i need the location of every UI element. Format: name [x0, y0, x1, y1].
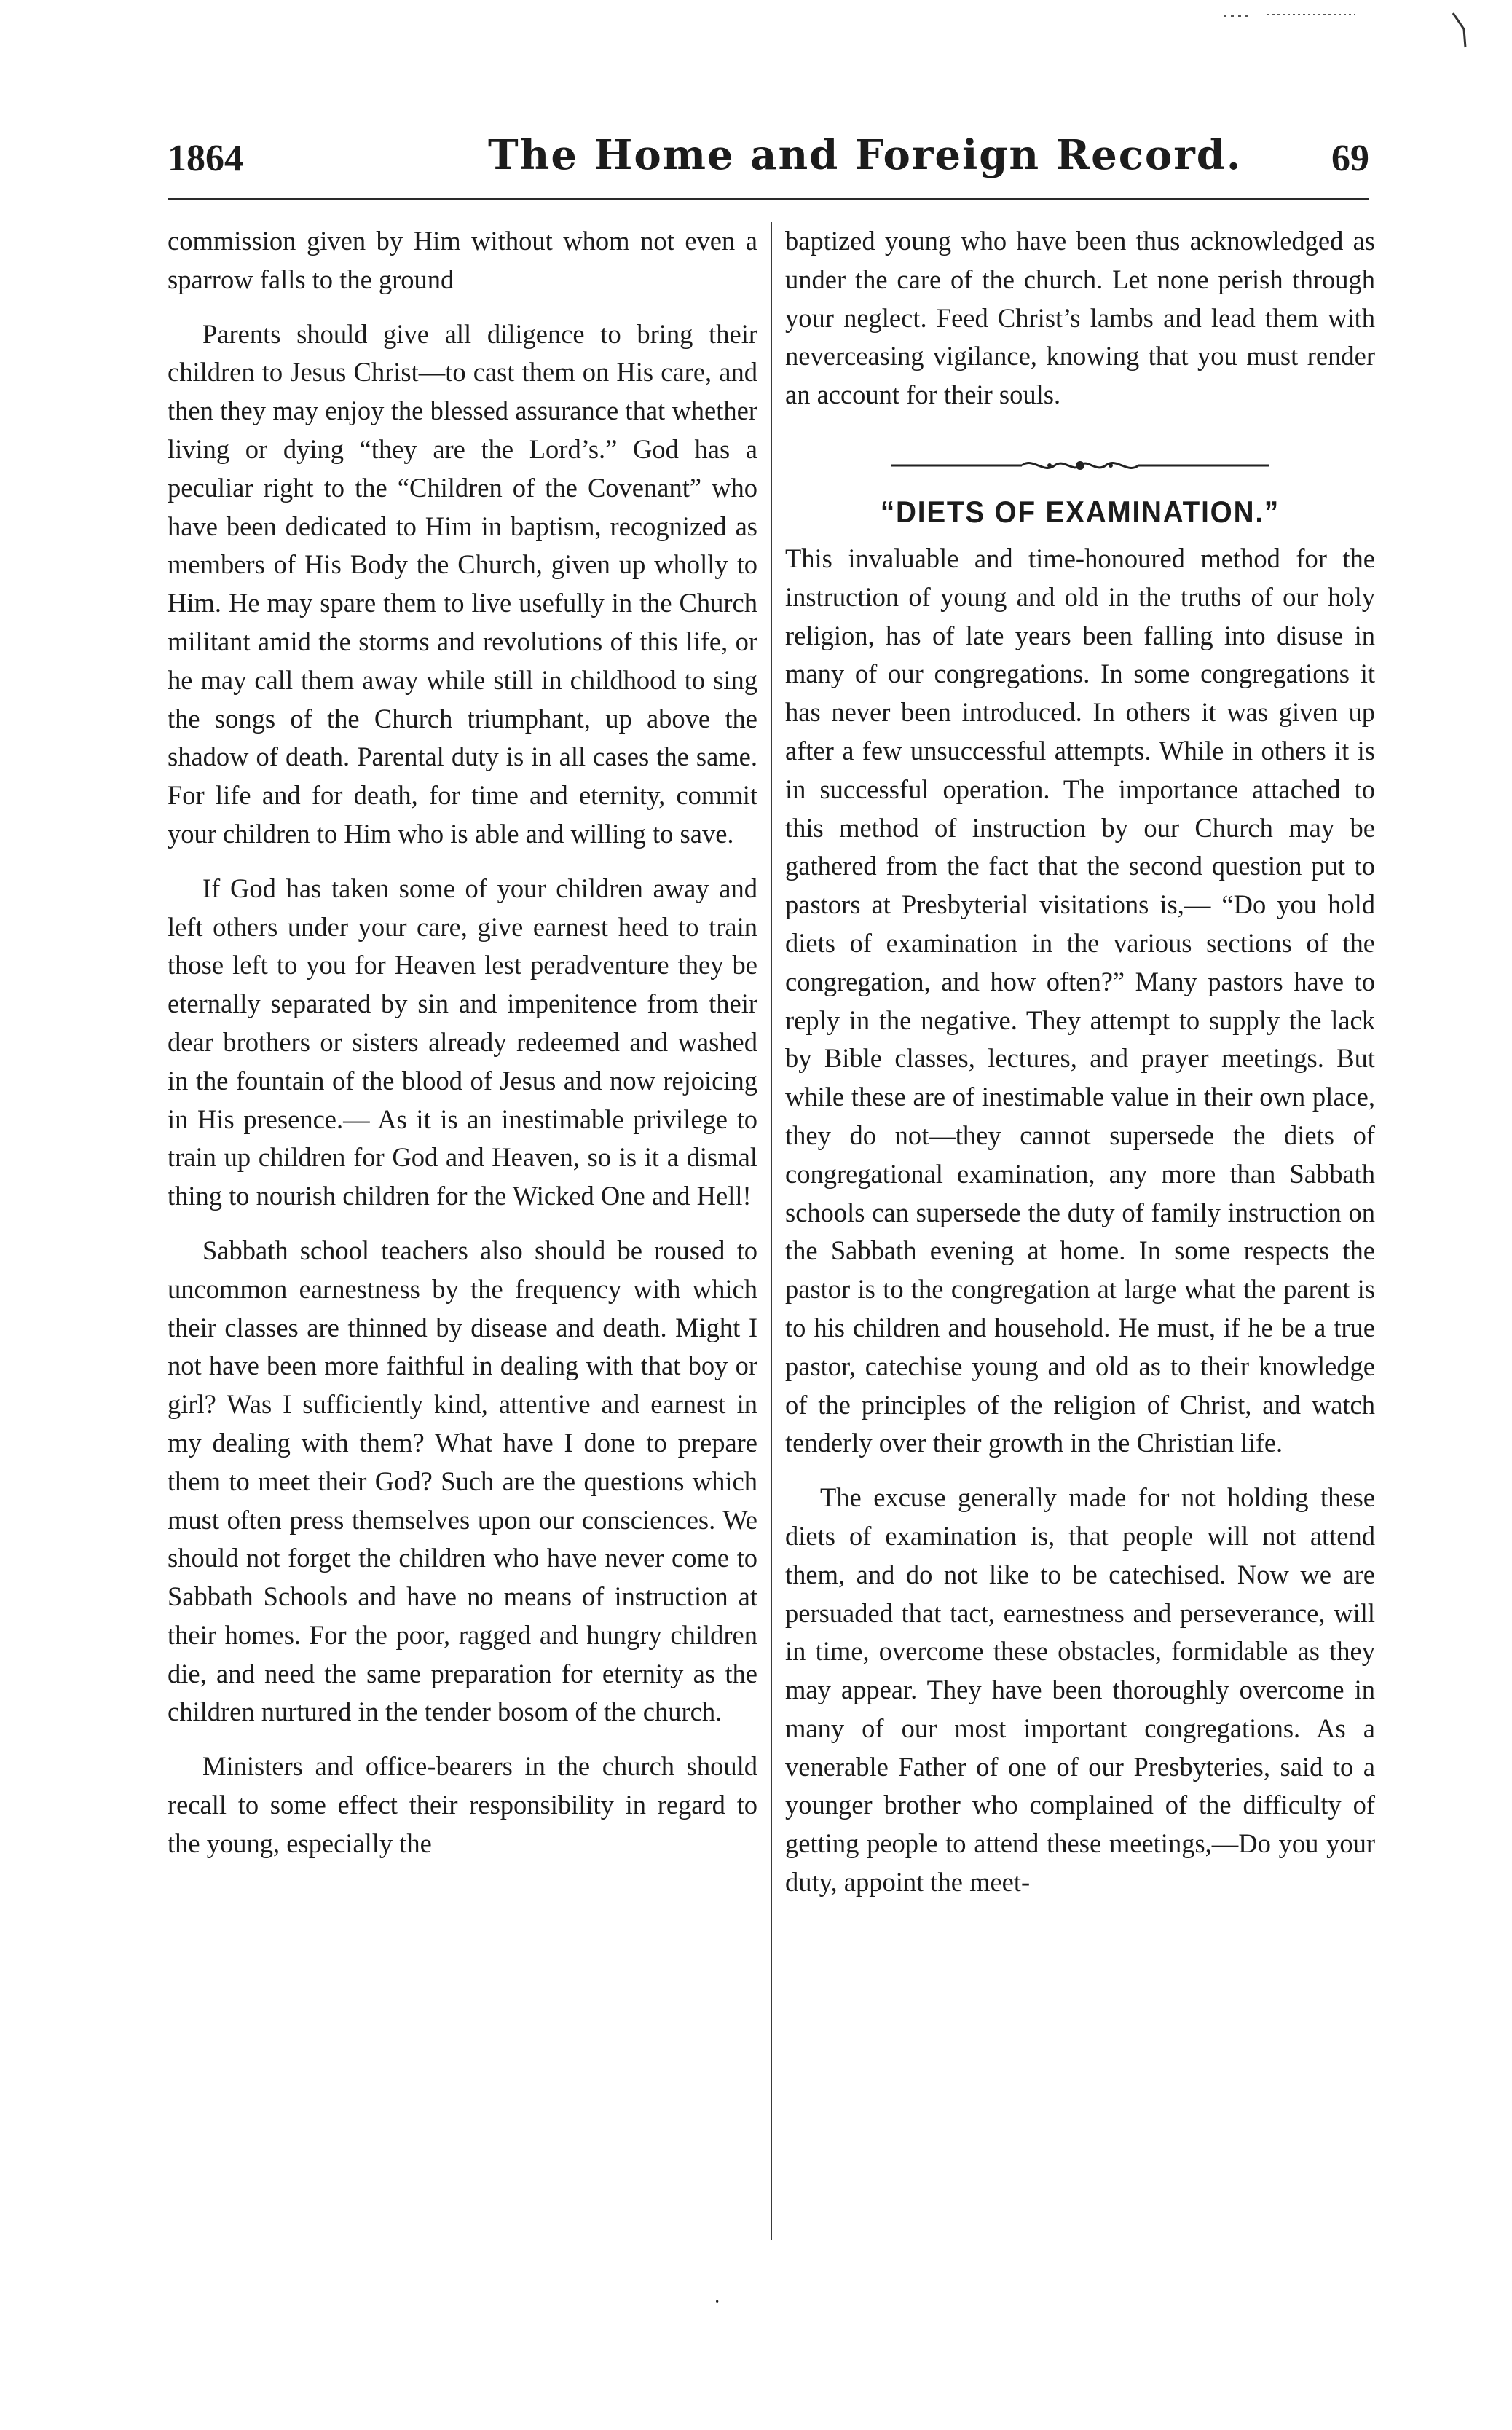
- paragraph: The excuse generally made for not holding these diets of examination is, that people will not attend them, and do not like to be catechised. Now we are persuaded that tact, earnestness and perseverance, will in time, overcome these obstacles, formidable as they may appear. They have been thoroughly overcome in many of our most important congregations. As a venerable Father of one of our Presbyteries, said to a younger brother who complained of the difficulty of getting people to attend these meetings,—Do you your duty, appoint the meet-: [785, 1482, 1375, 1898]
- running-head: [168, 131, 1369, 189]
- decorative-divider-icon: [785, 452, 1375, 481]
- left-column: [168, 222, 757, 1879]
- paragraph: Parents should give all diligence to bring their children to Jesus Christ—to cast them on His care, and then they may enjoy the blessed assurance that whether living or dying “they are the Lord’s.” God has a peculiar right to the “Children of the Covenant” who have been dedicated to Him in baptism, recognized as members of His Body the Church, given up wholly to Him. He may spare them to live usefully in the Church militant amid the storms and revolutions of this life, or he may call them away while still in childhood to sing the songs of the Church triumphant, up above the shadow of death. Parental duty is in all cases the same. For life and for death, for time and eternity, commit your children to Him who is able and willing to save.: [168, 318, 757, 849]
- header-year: 1864: [168, 138, 243, 179]
- scan-artifact-dot: ·: [714, 2291, 721, 2313]
- scan-artifact-mark: [1165, 7, 1486, 51]
- paragraph: commission given by Him without whom not even a sparrow falls to the ground: [168, 226, 757, 294]
- paragraph: Sabbath school teachers also should be roused to uncommon earnestness by the frequency with which their classes are thinned by disease and death. Might I not have been more faithful in dealing with that boy or girl? Was I sufficiently kind, attentive and earnest in my dealing with them? What have I done to prepare them to meet their God? Such are the questions which must often press themselves upon our consciences. We should not forget the children who have never come to Sabbath Schools and have no means of instruction at their homes. For the poor, ragged and hungry children die, and need the same preparation for eternity as the children nurtured in the tender bosom of the church.: [168, 1235, 757, 1727]
- paragraph: baptized young who have been thus acknowledged as under the care of the church. Let none perish through your neglect. Feed Christ’s lambs and lead them with neverceasing vigilance, knowing that you must render an account for their souls.: [785, 226, 1375, 410]
- page-number: 69: [1331, 138, 1369, 179]
- paragraph: Ministers and office-bearers in the church should recall to some effect their responsibility in regard to the young, especially the: [168, 1751, 757, 1858]
- paragraph: This invaluable and time-honoured method for the instruction of young and old in the truths of our holy religion, has of late years been falling into disuse in many of our congregations. In some congregations it has never been introduced. In others it was given up after a few unsuccessful attempts. While in others it is in successful operation. The importance attached to this method of instruction by our Church may be gathered from the fact that the second question put to pastors at Presbyterial visitations is,— “Do you hold diets of examination in the various sections of the congregation, and how often?” Many pastors have to reply in the negative. They attempt to supply the lack by Bible classes, lectures, and prayer meetings. But while these are of inestimable value in their own place, they do not—they cannot supersede the diets of congregational examination, any more than Sabbath schools can supersede the duty of family instruction on the Sabbath evening at home. In some respects the pastor is to the congregation at large what the parent is to his children and household. He must, if he be a true pastor, catechise young and old as to their knowledge of the principles of the religion of Christ, and watch tenderly over their growth in the Christian life.: [785, 543, 1375, 1458]
- right-column: [785, 222, 1375, 1918]
- paragraph: If God has taken some of your children away and left others under your care, give earnest heed to train those left to you for Heaven lest peradventure they be eternally separated by sin and impenitence from their dear brothers or sisters already redeemed and washed in the fountain of the blood of Jesus and now rejoicing in His presence.— As it is an inestimable privilege to train up children for God and Heaven, so is it a dismal thing to nourish children for the Wicked One and Hell!: [168, 873, 757, 1211]
- journal-title: The Home and Foreign Record.: [488, 131, 1243, 179]
- column-divider: [771, 222, 772, 2240]
- header-rule: [168, 198, 1369, 200]
- section-heading: “DIETS OF EXAMINATION.”: [880, 494, 1280, 529]
